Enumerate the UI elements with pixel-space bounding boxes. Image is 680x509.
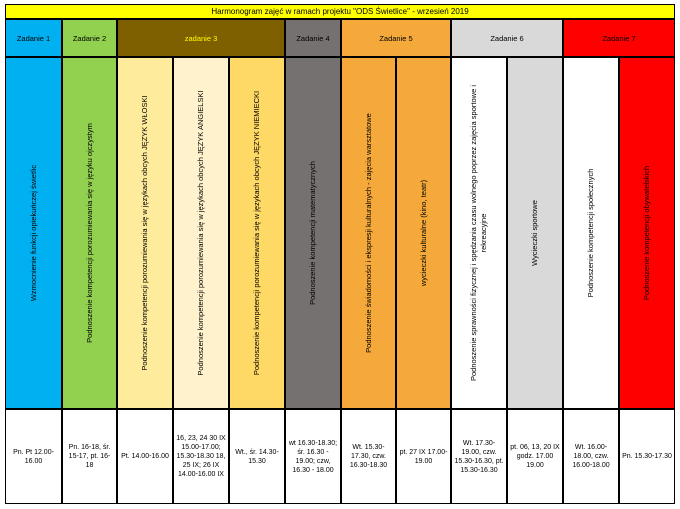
activity-text: Podnoszenie kompetencji porozumiewania się w językach obcych JĘZYK WŁOSKI [140,95,149,371]
activity-cell-10 [507,57,563,409]
schedule-cell-7: Wt. 15.30-17.30, czw. 16.30-18.30 [341,409,396,504]
header-zadanie-2: Zadanie 2 [62,19,117,57]
header-zadanie-4: Zadanie 4 [285,19,341,57]
schedule-cell-3: Pt. 14.00-16.00 [117,409,173,504]
activity-text: Podnoszenie kompetencji porozumiewania się w języku ojczystym [84,123,94,343]
schedule-cell-2: Pn. 16-18, śr. 15-17, pt. 16-18 [62,409,117,504]
activity-cell-11 [563,57,619,409]
activity-text: Podnoszenie kompetencji społecznych [586,168,595,298]
header-zadanie-5: Zadanie 5 [341,19,451,57]
activity-text: Podnoszenie kompetencji matematycznych [308,161,317,305]
activity-text: Podnoszenie kompetencji porozumiewania się w językach obcych JĘZYK ANGIELSKI [196,90,205,376]
activity-text: Podnoszenie świadomości i ekspresji kulturalnych - zajęcia warsztatowe [363,113,373,353]
activity-cell-6 [285,57,341,409]
activity-cell-7 [341,57,396,409]
schedule-cell-10: pt. 06, 13, 20 IX godz. 17.00 19.00 [507,409,563,504]
activity-text: Podnoszenie kompetencji obywatelskich [642,165,651,301]
schedule-cell-12: Pn. 15.30-17.30 [619,409,675,504]
schedule-cell-9: Wt. 17.30-19.00, czw. 15.30-16.30, pt. 15.30-16.30 [451,409,507,504]
activity-cell-2 [62,57,117,409]
activity-cell-3 [117,57,173,409]
activity-text: Podnoszenie kompetencji porozumiewania się w językach obcych JĘZYK NIEMIECKI [252,90,261,376]
sheet-title: Harmonogram zajęć w ramach projektu "ODS Świetlice" - wrzesień 2019 [5,4,675,19]
activity-cell-8 [396,57,451,409]
activity-cell-4 [173,57,229,409]
activity-text: Wycieczki sportowe [530,200,539,266]
activity-cell-1 [5,57,62,409]
activity-cell-12 [619,57,675,409]
schedule-sheet [5,4,675,504]
schedule-cell-11: Wt. 16.00-18.00, czw. 16.00-18.00 [563,409,619,504]
schedule-cell-1: Pn. Pt 12.00-16.00 [5,409,62,504]
activity-text: Wzmocnienie funkcji opiekuńczej świetlic [28,164,38,302]
activity-text: Podnoszenie sprawności fizycznej i spędzania czasu wolnego poprzez zajęcia sportowe i rekreacyjne [469,85,488,381]
activity-text: wycieczki kulturalne (kino, teatr) [418,179,428,287]
header-zadanie-3: zadanie 3 [117,19,285,57]
schedule-cell-5: Wt., śr. 14.30-15.30 [229,409,285,504]
header-zadanie-6: Zadanie 6 [451,19,563,57]
activity-cell-5 [229,57,285,409]
schedule-cell-8: pt. 27 IX 17.00-19.00 [396,409,451,504]
header-zadanie-1: Zadanie 1 [5,19,62,57]
schedule-cell-4: 16, 23, 24 30 IX 15.00-17.00; 15.30-18.30 18, 25 IX; 26 IX 14.00-16.00 IX [173,409,229,504]
schedule-cell-6: wt 16.30-18.30; śr. 16.30 - 19.00; czw, 16.30 - 18.00 [285,409,341,504]
activity-cell-9 [451,57,507,409]
header-zadanie-7: Zadanie 7 [563,19,675,57]
